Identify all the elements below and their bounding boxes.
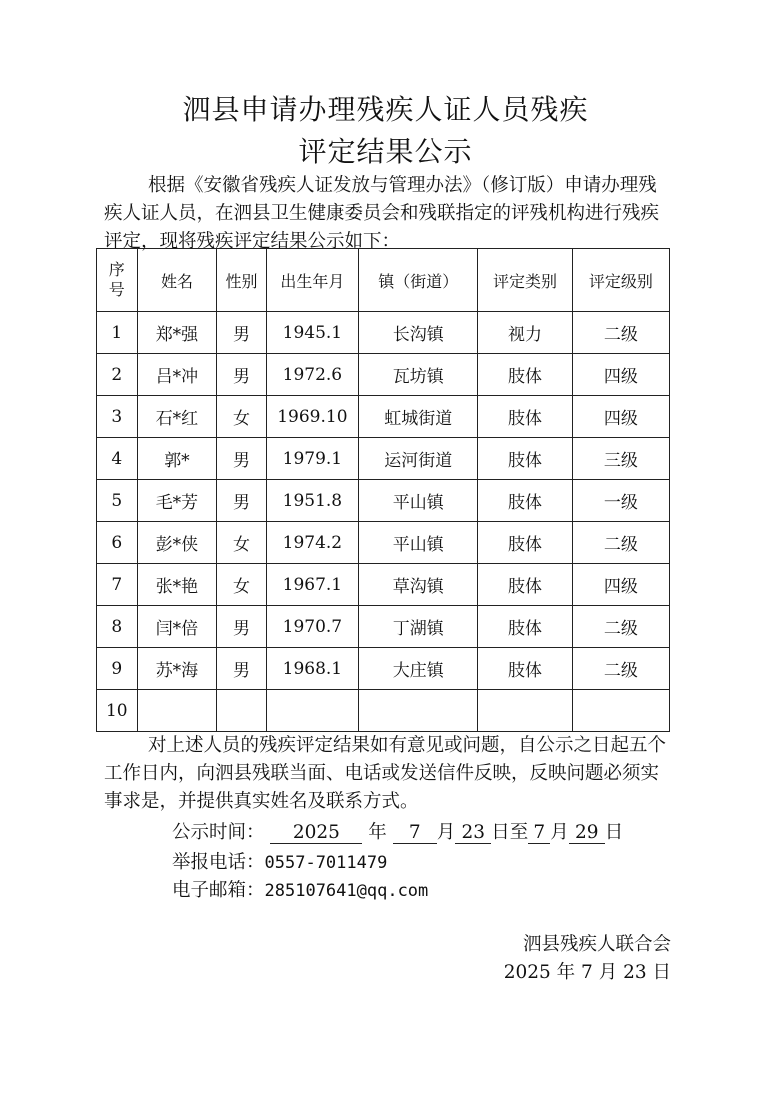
cell-town: 瓦坊镇 bbox=[359, 354, 478, 396]
cell-seq: 6 bbox=[97, 522, 138, 564]
cell-sex: 女 bbox=[217, 522, 266, 564]
report-email-value: 285107641@qq.com bbox=[264, 881, 429, 901]
cell-grade: 二级 bbox=[572, 606, 669, 648]
cell-birth: 1951.8 bbox=[266, 480, 359, 522]
report-phone-value: 0557-7011479 bbox=[264, 853, 388, 873]
cell-sex: 女 bbox=[217, 396, 266, 438]
table-row bbox=[97, 354, 670, 396]
cell-town: 运河街道 bbox=[359, 438, 478, 480]
cell-category: 肢体 bbox=[478, 648, 572, 690]
table-row bbox=[97, 312, 670, 354]
cell-sex: 男 bbox=[217, 648, 266, 690]
table-row bbox=[97, 522, 670, 564]
cell-birth bbox=[266, 690, 359, 732]
table-header-row bbox=[97, 249, 670, 312]
cell-name bbox=[137, 690, 217, 732]
cell-category: 肢体 bbox=[478, 396, 572, 438]
cell-town: 大庄镇 bbox=[359, 648, 478, 690]
cell-category: 肢体 bbox=[478, 480, 572, 522]
report-email bbox=[172, 876, 428, 902]
cell-birth: 1974.2 bbox=[266, 522, 359, 564]
document-title-line1: 泗县申请办理残疾人证人员残疾 bbox=[182, 93, 589, 126]
cell-seq: 8 bbox=[97, 606, 138, 648]
cell-grade: 四级 bbox=[572, 396, 669, 438]
cell-seq: 5 bbox=[97, 480, 138, 522]
report-phone bbox=[172, 848, 387, 874]
cell-town: 平山镇 bbox=[359, 522, 478, 564]
cell-name: 石*红 bbox=[137, 396, 217, 438]
notice-start-month: 7 bbox=[393, 822, 437, 844]
table-row bbox=[97, 564, 670, 606]
cell-sex: 男 bbox=[217, 480, 266, 522]
cell-birth: 1970.7 bbox=[266, 606, 359, 648]
notice-day-char: 日 bbox=[604, 822, 624, 843]
header-name: 姓名 bbox=[137, 249, 217, 312]
header-grade: 评定级别 bbox=[572, 249, 669, 312]
cell-seq: 9 bbox=[97, 648, 138, 690]
cell-sex: 男 bbox=[217, 312, 266, 354]
cell-sex: 男 bbox=[217, 606, 266, 648]
cell-name: 张*艳 bbox=[137, 564, 217, 606]
table-row bbox=[97, 606, 670, 648]
cell-seq: 4 bbox=[97, 438, 138, 480]
cell-sex bbox=[217, 690, 266, 732]
cell-grade: 四级 bbox=[572, 564, 669, 606]
cell-grade: 二级 bbox=[572, 312, 669, 354]
cell-birth: 1968.1 bbox=[266, 648, 359, 690]
header-category: 评定类别 bbox=[478, 249, 572, 312]
cell-town: 草沟镇 bbox=[359, 564, 478, 606]
cell-category: 肢体 bbox=[478, 564, 572, 606]
header-birth: 出生年月 bbox=[266, 249, 359, 312]
cell-grade: 二级 bbox=[572, 648, 669, 690]
cell-town: 平山镇 bbox=[359, 480, 478, 522]
header-seq bbox=[97, 249, 138, 312]
cell-seq: 3 bbox=[97, 396, 138, 438]
cell-sex: 男 bbox=[217, 438, 266, 480]
cell-category: 视力 bbox=[478, 312, 572, 354]
cell-name: 彭*侠 bbox=[137, 522, 217, 564]
cell-grade bbox=[572, 690, 669, 732]
notice-month-char: 月 bbox=[436, 822, 456, 843]
cell-birth: 1969.10 bbox=[266, 396, 359, 438]
cell-birth: 1972.6 bbox=[266, 354, 359, 396]
cell-grade: 二级 bbox=[572, 522, 669, 564]
cell-grade: 四级 bbox=[572, 354, 669, 396]
cell-seq: 10 bbox=[97, 690, 138, 732]
signature-date: 2025 年 7 月 23 日 bbox=[503, 962, 671, 983]
cell-name: 毛*芳 bbox=[137, 480, 217, 522]
cell-category: 肢体 bbox=[478, 438, 572, 480]
notice-end-month: 7 bbox=[528, 822, 550, 844]
notice-end-day: 29 bbox=[569, 822, 605, 844]
cell-category: 肢体 bbox=[478, 606, 572, 648]
cell-sex: 男 bbox=[217, 354, 266, 396]
cell-name: 郭* bbox=[137, 438, 217, 480]
notice-end-month-char: 月 bbox=[550, 822, 569, 843]
document-title-line2: 评定结果公示 bbox=[298, 135, 473, 168]
outro-paragraph: 对上述人员的残疾评定结果如有意见或问题，自公示之日起五个工作日内，向泗县残联当面、电话或发送信件反映，反映问题必须实事求是，并提供真实姓名及联系方式。 bbox=[104, 735, 667, 812]
header-sex: 性别 bbox=[217, 249, 266, 312]
cell-name: 闫*倍 bbox=[137, 606, 217, 648]
signature-org: 泗县残疾人联合会 bbox=[522, 934, 671, 955]
notice-day-to: 日至 bbox=[491, 822, 529, 843]
cell-category bbox=[478, 690, 572, 732]
notice-year-char: 年 bbox=[368, 822, 387, 843]
cell-town bbox=[359, 690, 478, 732]
cell-birth: 1967.1 bbox=[266, 564, 359, 606]
cell-birth: 1945.1 bbox=[266, 312, 359, 354]
cell-seq: 2 bbox=[97, 354, 138, 396]
cell-seq: 7 bbox=[97, 564, 138, 606]
report-phone-label: 举报电话： bbox=[172, 852, 265, 873]
table-row bbox=[97, 438, 670, 480]
table-row bbox=[97, 648, 670, 690]
cell-category: 肢体 bbox=[478, 522, 572, 564]
cell-seq: 1 bbox=[97, 312, 138, 354]
notice-period-label: 公示时间： bbox=[172, 822, 265, 843]
cell-grade: 三级 bbox=[572, 438, 669, 480]
cell-name: 郑*强 bbox=[137, 312, 217, 354]
table-row bbox=[97, 480, 670, 522]
cell-name: 苏*海 bbox=[137, 648, 217, 690]
cell-name: 吕*冲 bbox=[137, 354, 217, 396]
table-row bbox=[97, 396, 670, 438]
cell-grade: 一级 bbox=[572, 480, 669, 522]
report-email-label: 电子邮箱： bbox=[172, 880, 265, 901]
notice-period bbox=[172, 818, 623, 844]
cell-town: 长沟镇 bbox=[359, 312, 478, 354]
table-row bbox=[97, 690, 670, 732]
cell-town: 丁湖镇 bbox=[359, 606, 478, 648]
cell-town: 虹城街道 bbox=[359, 396, 478, 438]
cell-category: 肢体 bbox=[478, 354, 572, 396]
cell-birth: 1979.1 bbox=[266, 438, 359, 480]
results-table bbox=[96, 248, 670, 732]
header-seq-label: 序号 bbox=[108, 260, 125, 299]
notice-start-day: 23 bbox=[455, 822, 491, 844]
notice-start-year: 2025 bbox=[270, 822, 362, 844]
cell-sex: 女 bbox=[217, 564, 266, 606]
intro-paragraph: 根据《安徽省残疾人证发放与管理办法》（修订版）申请办理残疾人证人员，在泗县卫生健康委员会和残联指定的评残机构进行残疾评定，现将残疾评定结果公示如下： bbox=[104, 175, 660, 252]
header-town: 镇（街道） bbox=[359, 249, 478, 312]
